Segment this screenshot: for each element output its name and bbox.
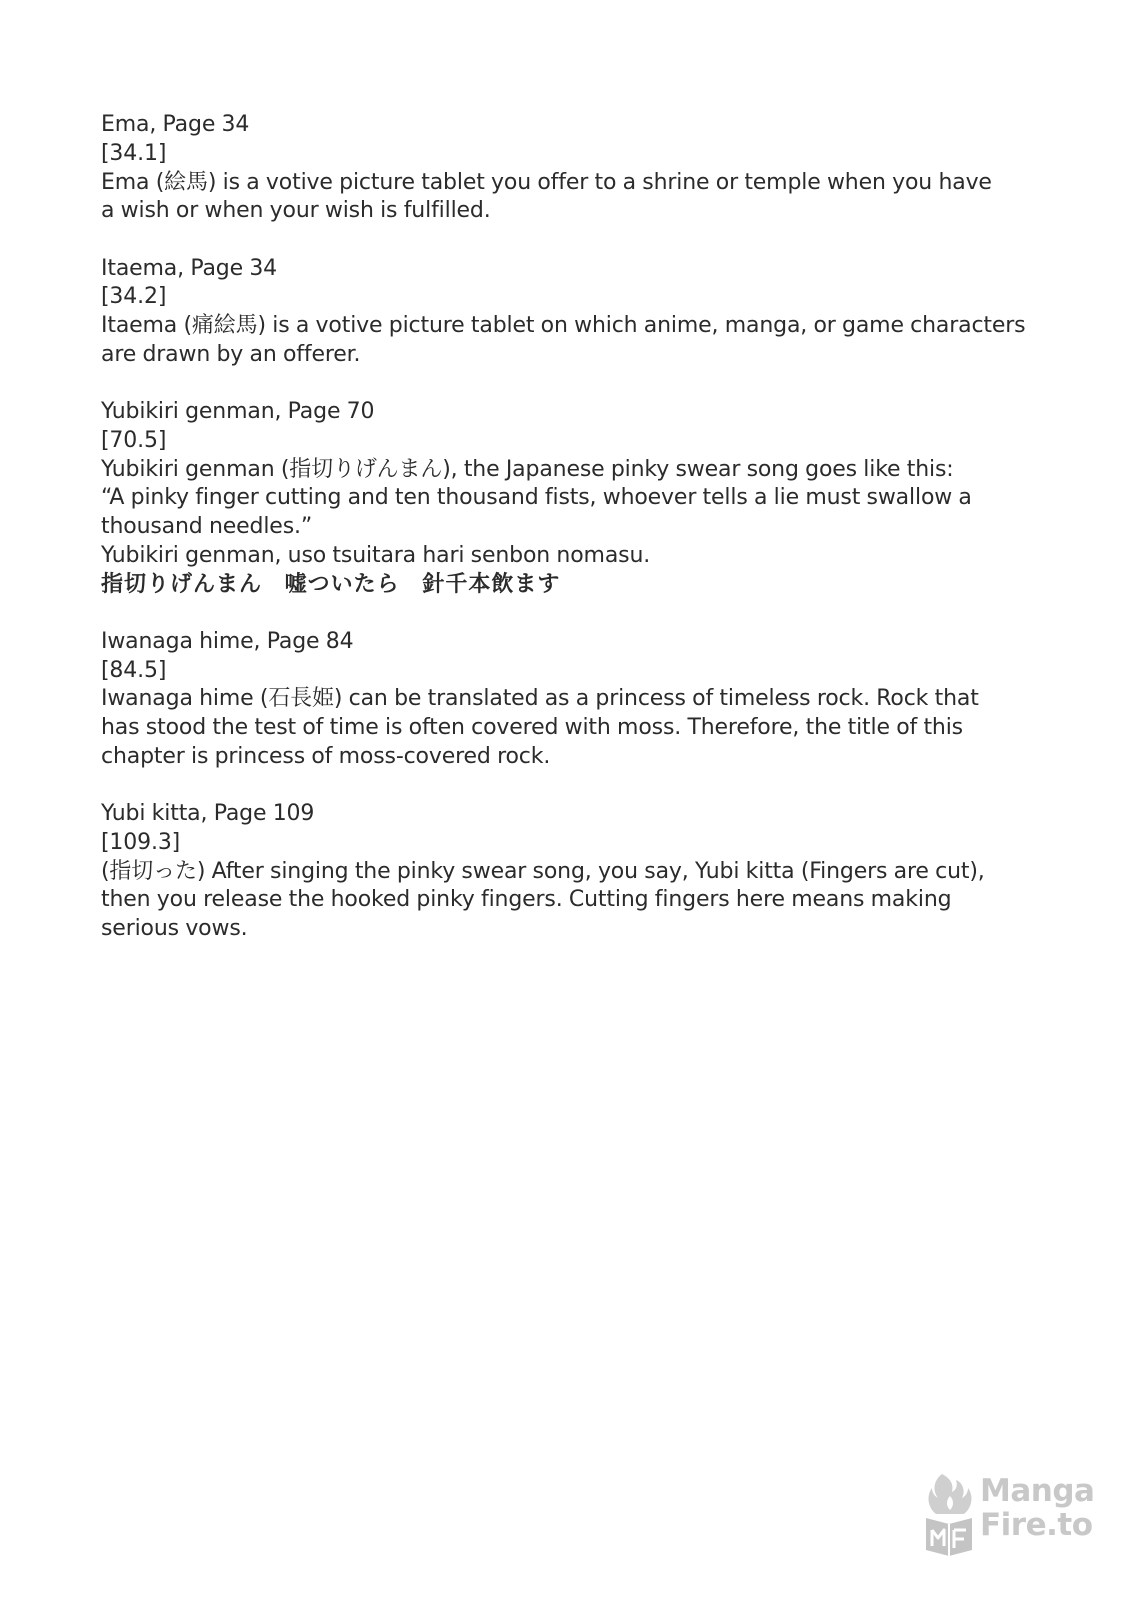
note-text-line: then you release the hooked pinky fingers. Cutting fingers here means making — [101, 887, 952, 913]
japanese-lyrics: 指切りげんまん 嘘ついたら 針千本飲ます — [101, 571, 561, 597]
mangafire-watermark — [920, 1446, 1095, 1556]
note-text-line: “A pinky finger cutting and ten thousand fists, whoever tells a lie must swallow a — [101, 485, 972, 511]
note-heading: Itaema, Page 34 — [101, 255, 278, 281]
note-text-line: Iwanaga hime (石長姫) can be translated as a princess of timeless rock. Rock that — [101, 686, 979, 712]
note-heading: Iwanaga hime, Page 84 — [101, 628, 354, 654]
note-ref: [70.5] — [101, 427, 167, 453]
note-ema — [101, 111, 1031, 226]
note-iwanaga-hime — [101, 628, 1031, 772]
note-ref: [34.2] — [101, 284, 167, 310]
watermark-line1: Manga — [980, 1473, 1095, 1509]
note-itaema — [101, 255, 1031, 370]
note-text-line: serious vows. — [101, 916, 248, 941]
note-text-line: are drawn by an offerer. — [101, 341, 361, 367]
note-heading: Yubi kitta, Page 109 — [101, 801, 315, 826]
note-ref: [34.1] — [101, 140, 167, 166]
note-text-line: Itaema (痛絵馬) is a votive picture tablet on which anime, manga, or game characters — [101, 313, 1026, 338]
note-text-line: has stood the test of time is often covered with moss. Therefore, the title of this — [101, 715, 963, 740]
note-ref: [84.5] — [101, 657, 167, 683]
note-heading: Yubikiri genman, Page 70 — [101, 399, 375, 424]
note-heading: Ema, Page 34 — [101, 112, 250, 137]
note-yubikiri-genman — [101, 398, 1031, 599]
note-text-line: thousand needles.” — [101, 514, 313, 539]
note-text-line: Yubikiri genman, uso tsuitara hari senbon nomasu. — [101, 542, 651, 568]
note-text-line: Ema (絵馬) is a votive picture tablet you offer to a shrine or temple when you have — [101, 169, 992, 195]
note-text-line: chapter is princess of moss-covered rock. — [101, 743, 551, 769]
translation-notes — [101, 111, 1031, 972]
note-text-line: (指切った) After singing the pinky swear song, you say, Yubi kitta (Fingers are cut), — [101, 858, 985, 884]
note-text-line: Yubikiri genman (指切りげんまん), the Japanese pinky swear song goes like this: — [101, 456, 954, 482]
note-ref: [109.3] — [101, 829, 181, 855]
note-yubi-kitta — [101, 800, 1031, 944]
watermark-line2: Fire.to — [980, 1507, 1093, 1543]
note-text-line: a wish or when your wish is fulfilled. — [101, 198, 491, 224]
flame-book-icon — [920, 1446, 978, 1556]
